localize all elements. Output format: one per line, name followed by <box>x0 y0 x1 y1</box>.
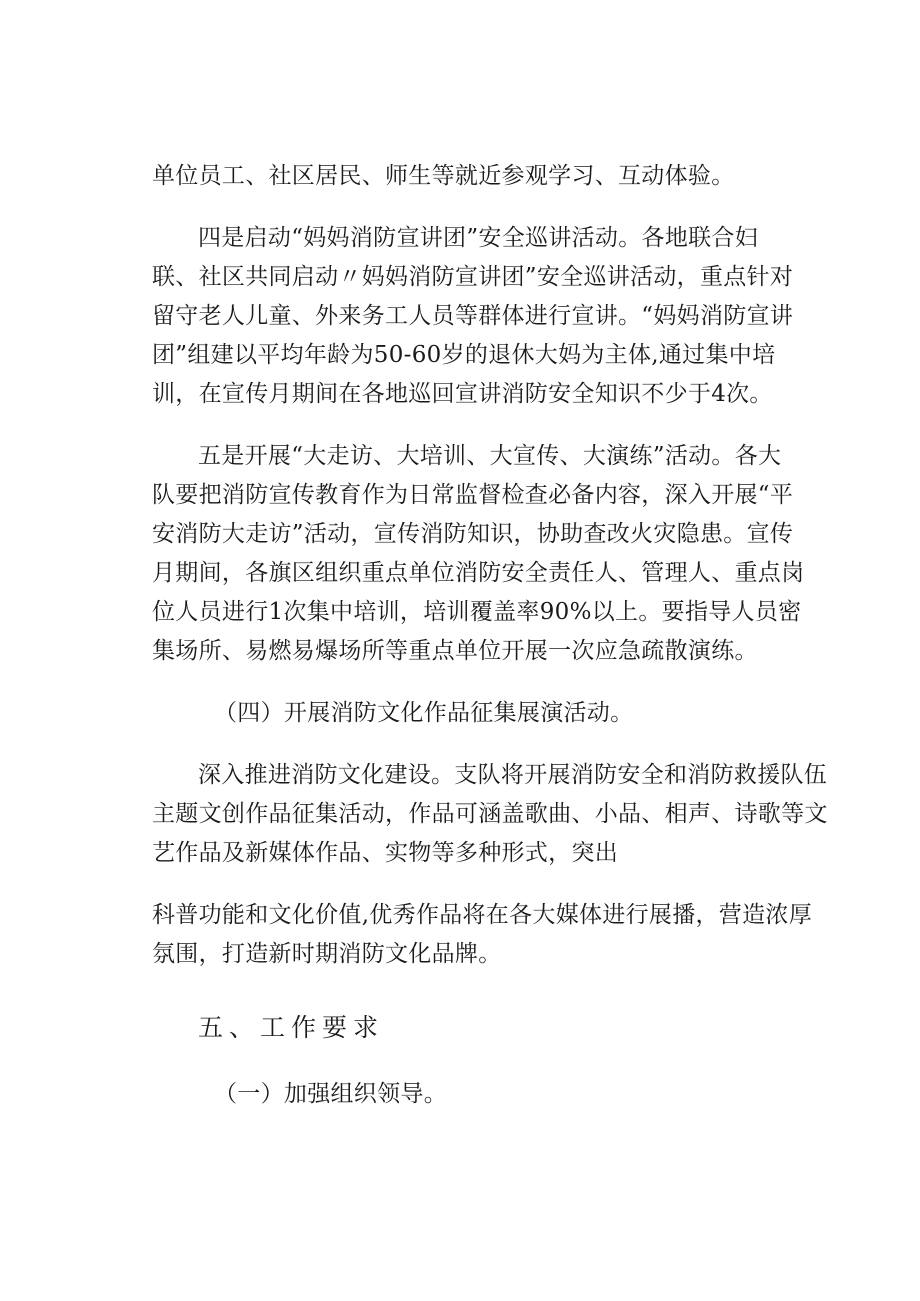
paragraph-line: 月期间，各旗区组织重点单位消防安全责任人、管理人、重点岗 <box>152 560 805 586</box>
paragraph-line: 安消防大走访”活动，宣传消防知识，协助查改火灾隐患。宣传 <box>152 521 794 547</box>
paragraph-line: 深入推进消防文化建设。支队将开展消防安全和消防救援队伍 <box>198 762 828 788</box>
paragraph-line: 单位员工、社区居民、师生等就近参观学习、互动体验。 <box>152 163 735 189</box>
paragraph-line: 四是启动“妈妈消防宣讲团”安全巡讲活动。各地联合妇 <box>198 225 759 251</box>
paragraph-line: 训，在宣传月期间在各地巡回宣讲消防安全知识不少于4次。 <box>152 381 773 407</box>
paragraph-line: 主题文创作品征集活动，作品可涵盖歌曲、小品、相声、诗歌等文 <box>152 801 828 827</box>
paragraph-line: 五是开展“大走访、大培训、大宣传、大演练”活动。各大 <box>198 443 782 469</box>
paragraph-line: 氛围，打造新时期消防文化品牌。 <box>152 941 502 967</box>
section-subheading: （四）开展消防文化作品征集展演活动。 <box>214 700 634 726</box>
paragraph-line: 集场所、易燃易爆场所等重点单位开展一次应急疏散演练。 <box>152 638 758 664</box>
paragraph-line: 队要把消防宣传教育作为日常监督检查必备内容，深入开展“平 <box>152 482 794 508</box>
paragraph-line: 联、社区共同启动〃妈妈消防宣讲团”安全巡讲活动，重点针对 <box>152 264 794 290</box>
paragraph-line: 团”组建以平均年龄为50-60岁的退休大妈为主体,通过集中培 <box>152 342 776 368</box>
paragraph-line: 艺作品及新媒体作品、实物等多种形式，突出 <box>152 840 618 866</box>
paragraph-line: 科普功能和文化价值,优秀作品将在各大媒体进行展播，营造浓厚 <box>152 902 813 928</box>
section-subheading: （一）加强组织领导。 <box>214 1081 447 1107</box>
section-heading: 五、工作要求 <box>198 1013 385 1042</box>
paragraph-line: 位人员进行1次集中培训，培训覆盖率90%以上。要指导人员密 <box>152 599 802 625</box>
paragraph-line: 留守老人儿童、外来务工人员等群体进行宣讲。“妈妈消防宣讲 <box>152 303 794 329</box>
